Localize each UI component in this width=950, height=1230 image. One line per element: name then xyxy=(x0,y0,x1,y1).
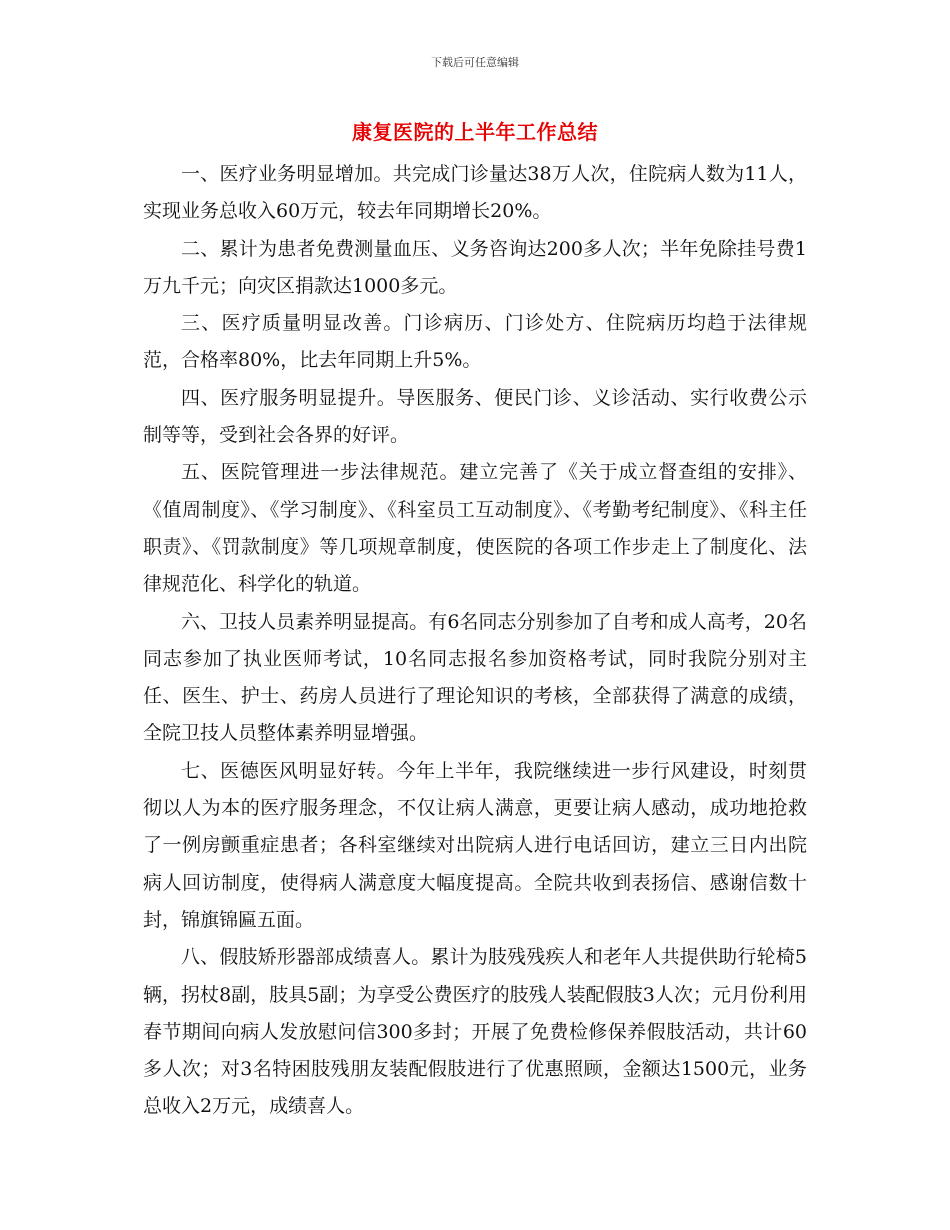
paragraph-6: 六、卫技人员素养明显提高。有6名同志分别参加了自考和成人高考，20名同志参加了执业医师考试，10名同志报名参加资格考试，同时我院分别对主任、医生、护士、药房人员进行了理论知识的考核，全部获得了满意的成绩，全院卫技人员整体素养明显增强。 xyxy=(143,610,807,745)
paragraph-3: 三、医疗质量明显改善。门诊病历、门诊处方、住院病历均趋于法律规范，合格率80%，比去年同期上升5%。 xyxy=(143,312,807,372)
paragraph-2: 二、累计为患者免费测量血压、义务咨询达200多人次；半年免除挂号费1万九千元；向灾区捐款达1000多元。 xyxy=(143,237,807,297)
paragraph-8: 八、假肢矫形器部成绩喜人。累计为肢残残疾人和老年人共提供助行轮椅5辆，拐杖8副，肢具5副；为享受公费医疗的肢残人装配假肢3人次；元月份利用春节期间向病人发放慰问信300多封；开展了免费检修保养假肢活动，共计60多人次；对3名特困肢残朋友装配假肢进行了优惠照顾，金额达1500元，业务总收入2万元，成绩喜人。 xyxy=(143,946,807,1118)
paragraph-7: 七、医德医风明显好转。今年上半年，我院继续进一步行风建设，时刻贯彻以人为本的医疗服务理念，不仅让病人满意，更要让病人感动，成功地抢救了一例房颤重症患者；各科室继续对出院病人进行电话回访，建立三日内出院病人回访制度，使得病人满意度大幅度提高。全院共收到表扬信、感谢信数十封，锦旗锦匾五面。 xyxy=(143,759,807,931)
paragraph-5: 五、医院管理进一步法律规范。建立完善了《关于成立督查组的安排》、《值周制度》、《学习制度》、《科室员工互动制度》、《考勤考纪制度》、《科主任职责》、《罚款制度》等几项规章制度，使医院的各项工作步走上了制度化、法律规范化、科学化的轨道。 xyxy=(143,461,807,596)
document-title: 康复医院的上半年工作总结 xyxy=(352,120,598,144)
paragraph-4: 四、医疗服务明显提升。导医服务、便民门诊、义诊活动、实行收费公示制等等，受到社会各界的好评。 xyxy=(143,386,807,447)
header-note: 下载后可任意编辑 xyxy=(431,56,519,69)
paragraph-1: 一、医疗业务明显增加。共完成门诊量达38万人次，住院病人数为11人，实现业务总收入60万元，较去年同期增长20%。 xyxy=(143,163,807,223)
document-body xyxy=(143,156,807,1126)
